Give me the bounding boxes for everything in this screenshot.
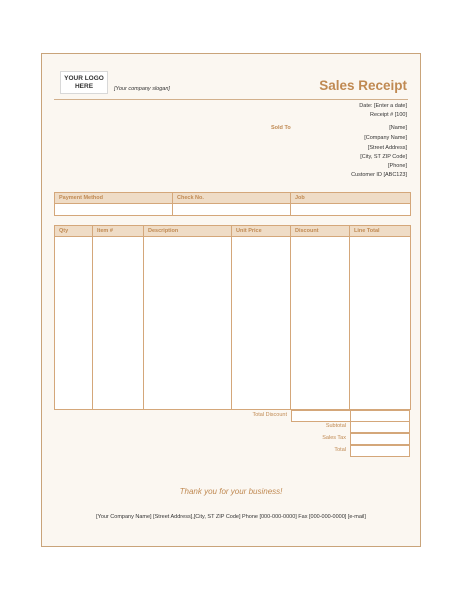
payment-method-cell[interactable] <box>55 204 173 216</box>
description-column[interactable] <box>144 237 232 410</box>
discount-column[interactable] <box>291 237 350 410</box>
line-total-column[interactable] <box>350 237 411 410</box>
logo-placeholder <box>60 71 108 94</box>
receipt-number: Receipt # [100] <box>370 112 407 118</box>
payment-table <box>54 192 411 216</box>
sold-to-name: [Name] <box>389 125 407 131</box>
subtotal-field[interactable] <box>350 421 410 433</box>
logo-line2: HERE <box>74 82 94 90</box>
unit-price-header: Unit Price <box>232 226 291 237</box>
total-label: Total <box>334 447 346 453</box>
sales-tax-field[interactable] <box>350 433 410 445</box>
item-number-header: Item # <box>93 226 144 237</box>
description-header: Description <box>144 226 232 237</box>
company-slogan: [Your company slogan] <box>114 86 170 92</box>
items-table <box>54 225 411 410</box>
sold-to-city: [City, ST ZIP Code] <box>360 154 407 160</box>
discount-header: Discount <box>291 226 350 237</box>
receipt-date: Date: [Enter a date] <box>359 103 407 109</box>
sold-to-street: [Street Address] <box>367 145 407 151</box>
qty-column[interactable] <box>55 237 93 410</box>
sold-to-company: [Company Name] <box>364 135 407 141</box>
total-field[interactable] <box>350 445 410 457</box>
job-header: Job <box>291 193 411 204</box>
unit-price-column[interactable] <box>232 237 291 410</box>
total-discount-label: Total Discount <box>252 412 287 418</box>
check-no-header: Check No. <box>173 193 291 204</box>
thank-you-message: Thank you for your business! <box>179 487 283 496</box>
total-discount-field[interactable] <box>291 410 351 422</box>
receipt-page <box>41 53 421 547</box>
header-divider <box>54 99 408 100</box>
customer-id: Customer ID [ABC123] <box>351 172 407 178</box>
sales-tax-label: Sales Tax <box>322 435 346 441</box>
job-cell[interactable] <box>291 204 411 216</box>
logo-line1: YOUR LOGO <box>64 75 104 82</box>
qty-header: Qty <box>55 226 93 237</box>
sold-to-phone: [Phone] <box>388 163 407 169</box>
payment-method-header: Payment Method <box>55 193 173 204</box>
item-number-column[interactable] <box>93 237 144 410</box>
sold-to-label: Sold To <box>271 125 291 131</box>
document-title: Sales Receipt <box>319 78 407 93</box>
check-no-cell[interactable] <box>173 204 291 216</box>
subtotal-label: Subtotal <box>325 423 346 429</box>
line-total-header: Line Total <box>350 226 411 237</box>
company-footer: [Your Company Name] [Street Address],[City, ST ZIP Code] Phone [000-000-0000] Fax [000-000-0000] [e-mail] <box>96 514 366 520</box>
